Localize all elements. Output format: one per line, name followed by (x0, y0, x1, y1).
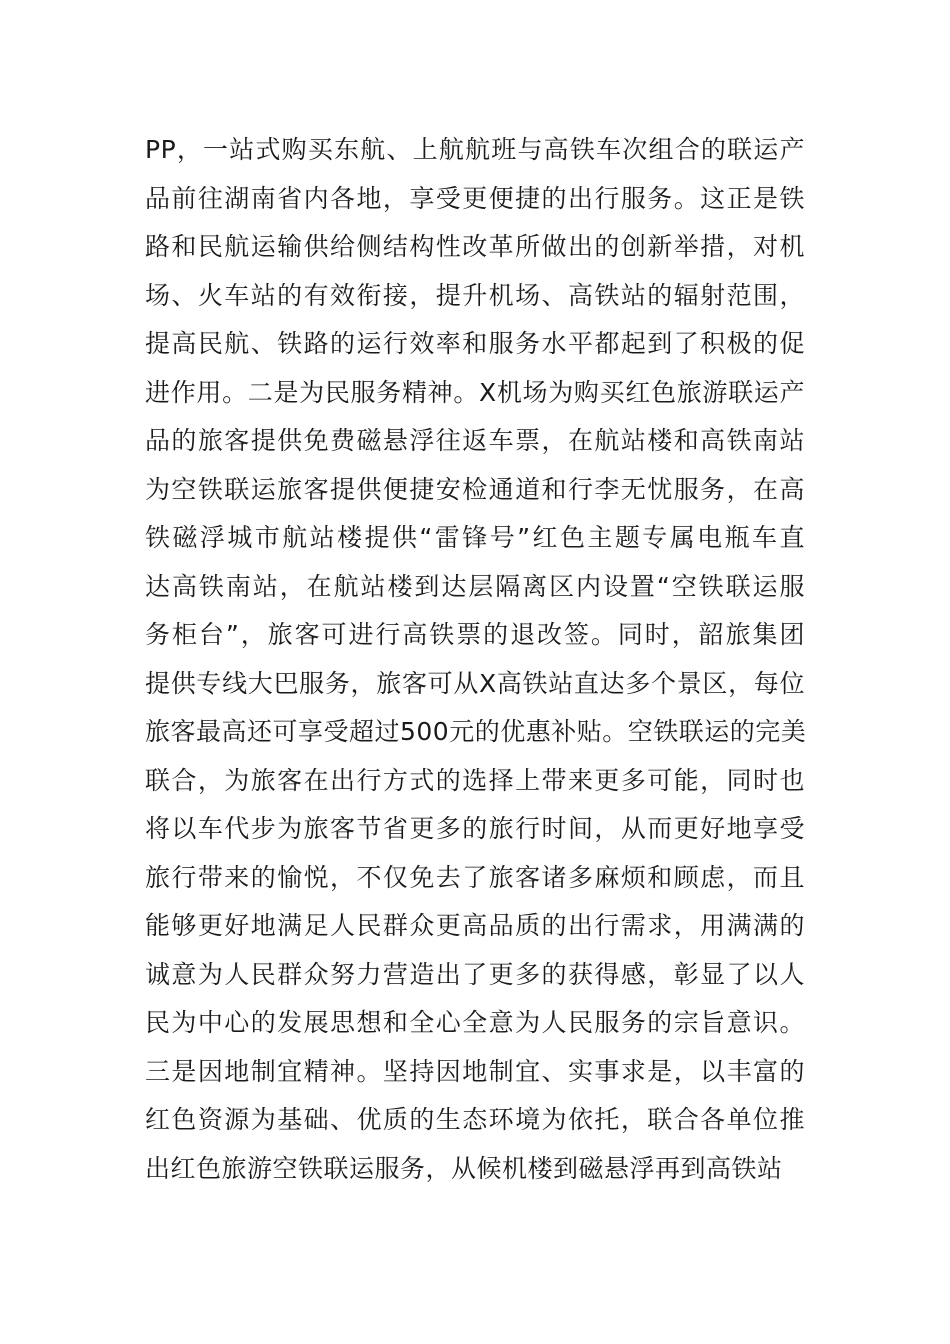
text-line: 联合，为旅客在出行方式的选择上带来更多可能，同时也 (145, 765, 805, 795)
text-line: 铁磁浮城市航站楼提供“雷锋号”红色主题专属电瓶车直 (145, 523, 805, 552)
text-line: 旅行带来的愉悦，不仅免去了旅客诸多麻烦和顾虑，而且 (145, 862, 805, 892)
text-line: 将以车代步为旅客节省更多的旅行时间，从而更好地享受 (145, 814, 805, 843)
text-line: 诚意为人民群众努力营造出了更多的获得感，彰显了以人 (145, 959, 805, 989)
text-line: 达高铁南站，在航站楼到达层隔离区内设置“空铁联运服 (145, 571, 805, 601)
text-line: 品的旅客提供免费磁悬浮往返车票，在航站楼和高铁南站 (145, 426, 805, 455)
text-line: 民为中心的发展思想和全心全意为人民服务的宗旨意识。 (145, 1008, 805, 1037)
text-line: 务柜台”，旅客可进行高铁票的退改签。同时，韶旅集团 (145, 620, 805, 649)
text-line: 旅客最高还可享受超过500元的优惠补贴。空铁联运的完美 (145, 717, 807, 746)
text-line: 提供专线大巴服务，旅客可从X高铁站直达多个景区，每位 (145, 668, 805, 698)
text-line: 提高民航、铁路的运行效率和服务水平都起到了积极的促 (145, 329, 805, 358)
text-line: 品前往湖南省内各地，享受更便捷的出行服务。这正是铁 (145, 183, 805, 213)
text-line: PP，一站式购买东航、上航航班与高铁车次组合的联运产 (145, 135, 805, 164)
body-text (145, 126, 805, 1193)
text-line: 红色资源为基础、优质的生态环境为依托，联合各单位推 (145, 1105, 805, 1134)
text-line: 能够更好地满足人民群众更高品质的出行需求，用满满的 (145, 911, 805, 940)
text-line: 三是因地制宜精神。坚持因地制宜、实事求是，以丰富的 (145, 1056, 805, 1086)
text-line: 出红色旅游空铁联运服务，从候机楼到磁悬浮再到高铁站 (145, 1153, 783, 1183)
text-line: 进作用。二是为民服务精神。X机场为购买红色旅游联运产 (145, 377, 805, 407)
text-line: 路和民航运输供给侧结构性改革所做出的创新举措，对机 (145, 232, 805, 261)
text-line: 为空铁联运旅客提供便捷安检通道和行李无忧服务，在高 (145, 474, 805, 504)
text-line: 场、火车站的有效衔接，提升机场、高铁站的辐射范围， (145, 280, 805, 310)
